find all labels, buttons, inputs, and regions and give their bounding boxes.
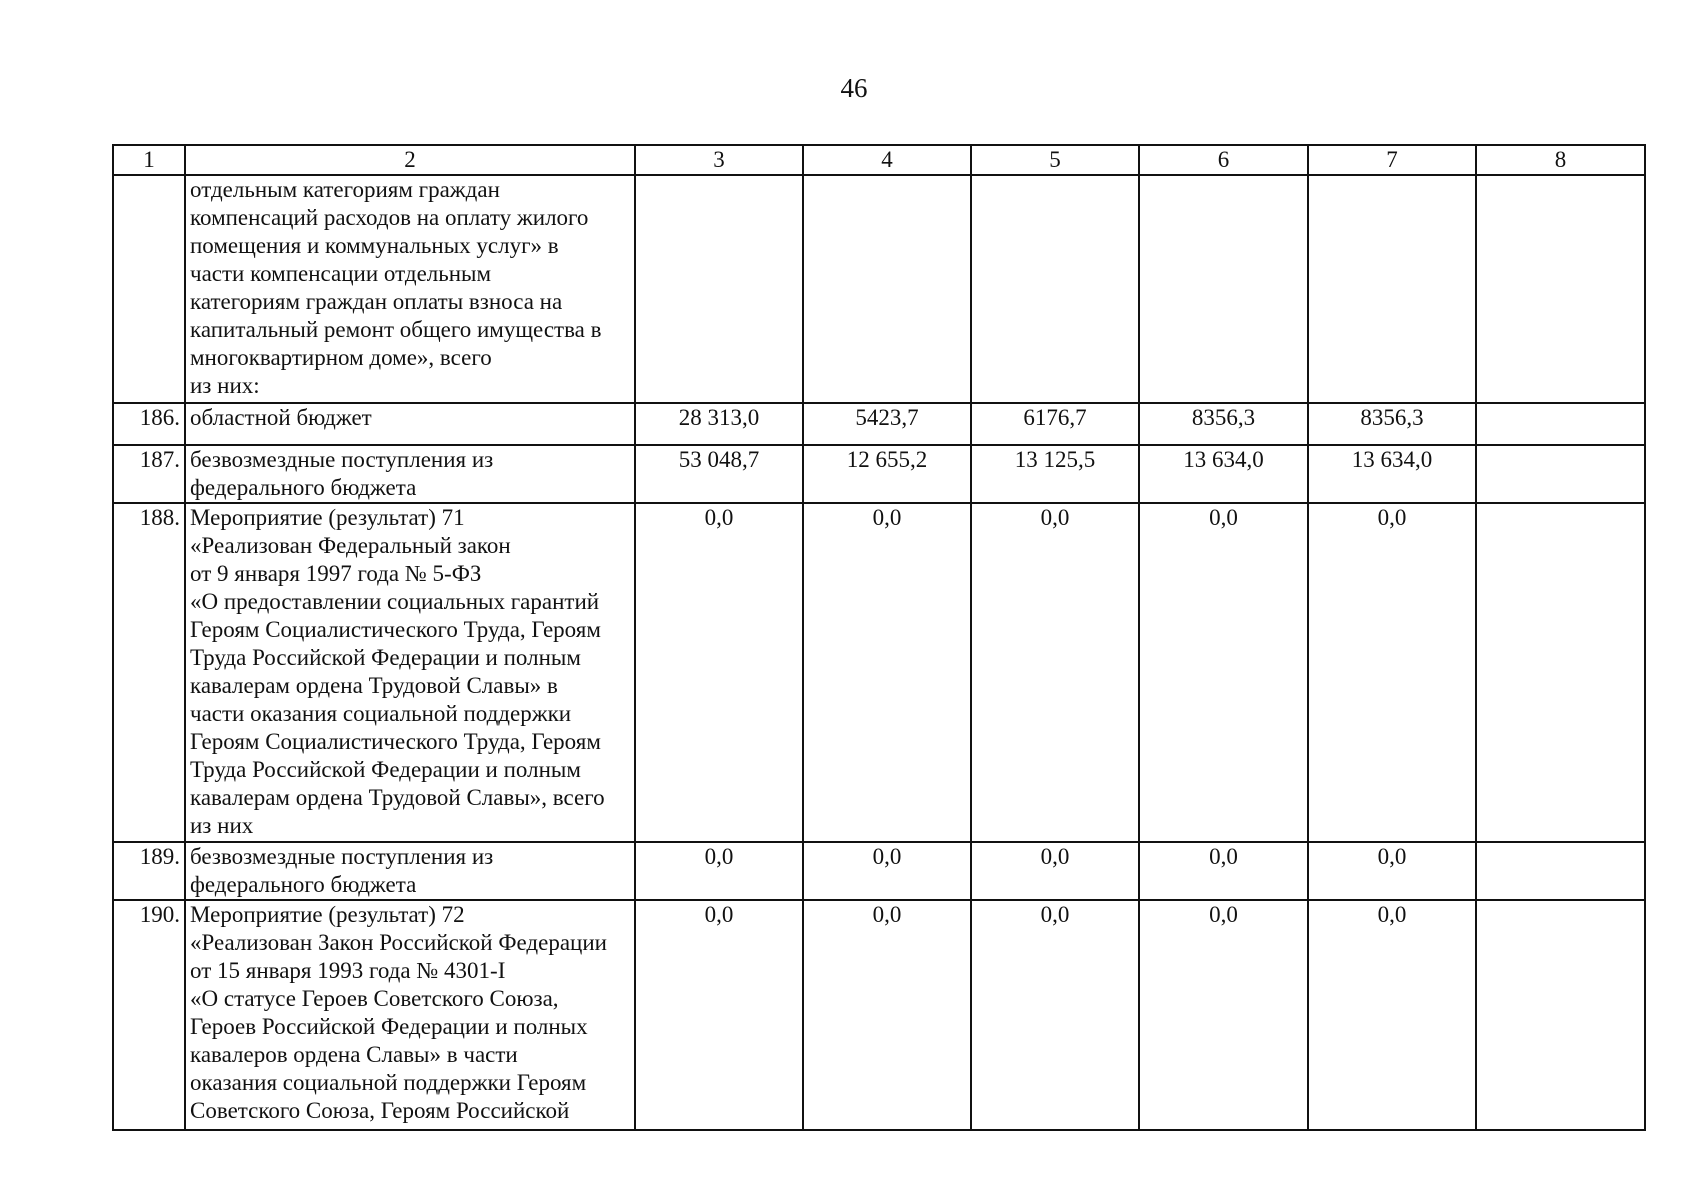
value-cell-col-5	[971, 175, 1139, 403]
row-name-line: федерального бюджета	[190, 475, 417, 500]
column-header-5: 5	[971, 145, 1139, 175]
row-name-line: отдельным категориям граждан	[190, 177, 500, 202]
value-cell-col-4: 0,0	[803, 503, 971, 842]
row-name-line: кавалеров ордена Славы» в части	[190, 1042, 518, 1067]
value-cell-col-4	[803, 175, 971, 403]
row-name-line: Мероприятие (результат) 71	[190, 505, 465, 530]
row-name	[185, 445, 635, 503]
value-cell-col-7: 0,0	[1308, 900, 1476, 1130]
row-name-line: федерального бюджета	[190, 872, 417, 897]
value-cell-col-8	[1476, 503, 1645, 842]
value-cell-col-8	[1476, 175, 1645, 403]
value-cell-col-3: 0,0	[635, 842, 803, 900]
value-cell-col-6: 0,0	[1139, 503, 1308, 842]
row-name-line: капитальный ремонт общего имущества в	[190, 317, 602, 342]
budget-table	[112, 144, 1646, 1131]
row-name-line: оказания социальной поддержки Героям	[190, 1070, 587, 1095]
value-cell-col-6: 13 634,0	[1139, 445, 1308, 503]
value-cell-col-8	[1476, 900, 1645, 1130]
row-name-line: областной бюджет	[190, 405, 372, 430]
column-header-2: 2	[185, 145, 635, 175]
column-header-4: 4	[803, 145, 971, 175]
value-cell-col-6: 8356,3	[1139, 403, 1308, 445]
row-name-line: Героев Российской Федерации и полных	[190, 1014, 588, 1039]
table-body	[113, 175, 1645, 1130]
value-cell-col-3: 53 048,7	[635, 445, 803, 503]
column-header-1: 1	[113, 145, 185, 175]
value-cell-col-5: 0,0	[971, 503, 1139, 842]
row-name-line: Героям Социалистического Труда, Героям	[190, 729, 601, 754]
value-cell-col-4: 12 655,2	[803, 445, 971, 503]
header-row	[113, 145, 1645, 175]
row-name	[185, 842, 635, 900]
value-cell-col-3: 0,0	[635, 900, 803, 1130]
table-row	[113, 445, 1645, 503]
row-name-line: категориям граждан оплаты взноса на	[190, 289, 563, 314]
column-header-7: 7	[1308, 145, 1476, 175]
value-cell-col-6: 0,0	[1139, 842, 1308, 900]
row-name-line: «Реализован Закон Российской Федерации	[190, 930, 607, 955]
value-cell-col-3: 0,0	[635, 503, 803, 842]
row-number: 187.	[113, 445, 185, 503]
table-row	[113, 900, 1645, 1130]
table-header	[113, 145, 1645, 175]
page-number: 46	[840, 73, 868, 103]
row-name-line: части компенсации отдельным	[190, 261, 492, 286]
row-name-line: от 15 января 1993 года № 4301-I	[190, 958, 506, 983]
row-name-line: безвозмездные поступления из	[190, 844, 494, 869]
column-header-3: 3	[635, 145, 803, 175]
row-name	[185, 503, 635, 842]
row-name	[185, 175, 635, 403]
value-cell-col-5: 13 125,5	[971, 445, 1139, 503]
row-name-line: из них:	[190, 373, 260, 398]
value-cell-col-6	[1139, 175, 1308, 403]
row-number	[113, 175, 185, 403]
value-cell-col-8	[1476, 403, 1645, 445]
value-cell-col-4: 0,0	[803, 900, 971, 1130]
value-cell-col-5: 6176,7	[971, 403, 1139, 445]
column-header-6: 6	[1139, 145, 1308, 175]
value-cell-col-5: 0,0	[971, 900, 1139, 1130]
row-name-line: «О статусе Героев Советского Союза,	[190, 986, 559, 1011]
value-cell-col-3: 28 313,0	[635, 403, 803, 445]
row-name-line: «Реализован Федеральный закон	[190, 533, 511, 558]
value-cell-col-7: 0,0	[1308, 842, 1476, 900]
table-row	[113, 842, 1645, 900]
row-number: 189.	[113, 842, 185, 900]
row-name-line: Героям Социалистического Труда, Героям	[190, 617, 601, 642]
column-header-8: 8	[1476, 145, 1645, 175]
row-number: 190.	[113, 900, 185, 1130]
row-name-line: Труда Российской Федерации и полным	[190, 645, 581, 670]
table-row	[113, 175, 1645, 403]
table-row	[113, 403, 1645, 445]
row-name	[185, 403, 635, 445]
row-name-line: кавалерам ордена Трудовой Славы», всего	[190, 785, 605, 810]
row-name-line: многоквартирном доме», всего	[190, 345, 492, 370]
value-cell-col-7: 13 634,0	[1308, 445, 1476, 503]
value-cell-col-7: 8356,3	[1308, 403, 1476, 445]
row-name-line: Советского Союза, Героям Российской	[190, 1098, 570, 1123]
row-name	[185, 900, 635, 1130]
value-cell-col-8	[1476, 445, 1645, 503]
row-name-line: компенсаций расходов на оплату жилого	[190, 205, 589, 230]
row-name-line: безвозмездные поступления из	[190, 447, 494, 472]
row-name-line: части оказания социальной поддержки	[190, 701, 572, 726]
row-name-line: кавалерам ордена Трудовой Славы» в	[190, 673, 558, 698]
value-cell-col-4: 5423,7	[803, 403, 971, 445]
row-name-line: Труда Российской Федерации и полным	[190, 757, 581, 782]
row-name-line: из них	[190, 813, 254, 838]
row-number: 188.	[113, 503, 185, 842]
value-cell-col-5: 0,0	[971, 842, 1139, 900]
row-name-line: от 9 января 1997 года № 5-ФЗ	[190, 561, 482, 586]
row-number: 186.	[113, 403, 185, 445]
value-cell-col-4: 0,0	[803, 842, 971, 900]
row-name-line: Мероприятие (результат) 72	[190, 902, 465, 927]
value-cell-col-6: 0,0	[1139, 900, 1308, 1130]
row-name-line: «О предоставлении социальных гарантий	[190, 589, 600, 614]
value-cell-col-7: 0,0	[1308, 503, 1476, 842]
value-cell-col-8	[1476, 842, 1645, 900]
row-name-line: помещения и коммунальных услуг» в	[190, 233, 559, 258]
value-cell-col-7	[1308, 175, 1476, 403]
table-row	[113, 503, 1645, 842]
value-cell-col-3	[635, 175, 803, 403]
